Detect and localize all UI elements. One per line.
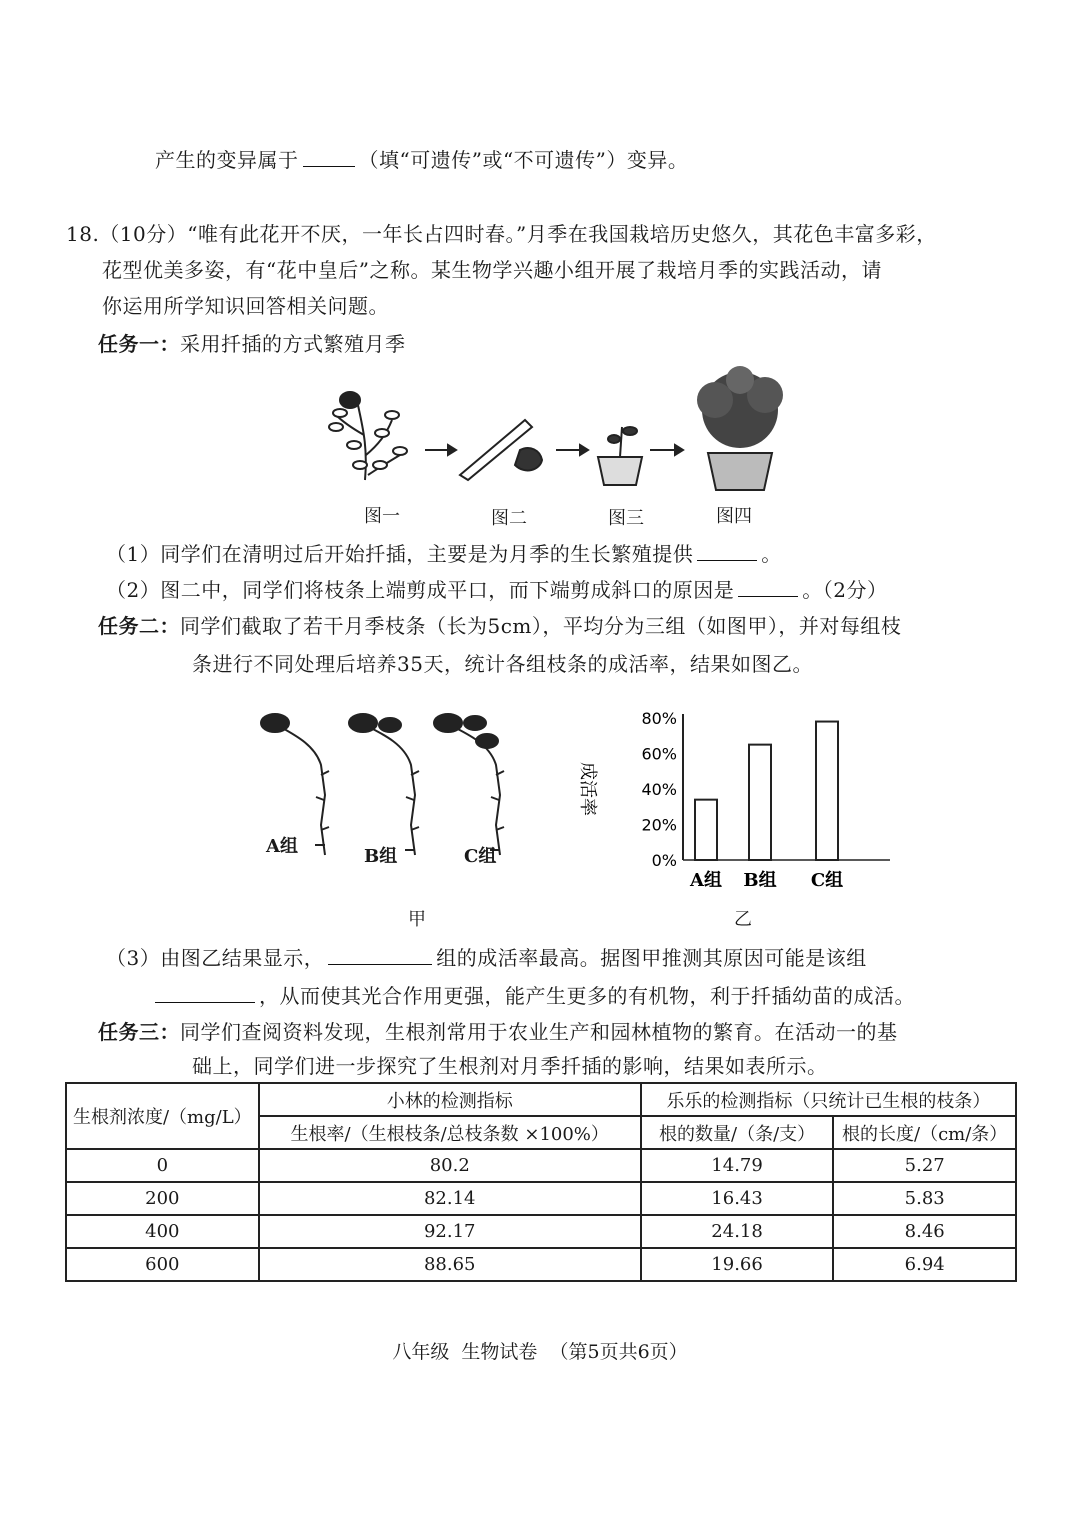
group-label-b: B组 [364,846,398,867]
answer-blank[interactable] [697,560,757,561]
prev-line-prefix: 产生的变异属于 [155,148,299,172]
task1-text: 采用扦插的方式繁殖月季 [180,332,406,356]
task3-title: 任务三： [98,1020,180,1044]
table-header-concentration: 生根剂浓度/（mg/L） [66,1083,259,1149]
x-tick-label: C组 [810,870,844,891]
rose-branch-drawing [329,392,407,480]
x-tick-label: A组 [690,870,722,891]
table-cell: 0 [66,1149,259,1182]
task1-question-1 [106,540,782,568]
table-subheader-rooting-rate: 生根率/（生根枝条/总枝条数 ×100%） [259,1116,641,1149]
figure-label-2: 图二 [491,508,527,529]
potted-cutting-drawing [598,427,642,485]
answer-blank[interactable] [303,166,355,167]
rooting-agent-table [65,1082,1017,1282]
q1-suffix: 。 [761,542,782,566]
arrow-icon [556,445,588,455]
answer-blank[interactable] [328,964,432,965]
task1-title: 任务一： [98,332,180,356]
table-cell: 92.17 [259,1215,641,1248]
table-cell: 8.46 [833,1215,1016,1248]
cut-stem-drawing [460,420,542,480]
bar-2 [749,745,771,860]
prev-line-suffix: （填“可遗传”或“不可遗传”）变异。 [358,148,689,172]
q3-middle: 组的成活率最高。据图甲推测其原因可能是该组 [436,946,867,970]
q18-intro-line-1 [66,220,937,248]
task1-heading [98,330,406,358]
bar-3 [816,722,838,860]
figure-label-4: 图四 [716,506,752,527]
table-subheader-root-count: 根的数量/（条/支） [641,1116,834,1149]
cutting-group-c [434,714,504,855]
y-tick-label: 80% [641,709,677,728]
q3-suffix: ，从而使其光合作用更强，能产生更多的有机物，利于扦插幼苗的成活。 [259,984,915,1008]
answer-blank[interactable] [738,596,798,597]
group-label-c: C组 [464,846,497,867]
arrow-icon [425,445,456,455]
table-row [66,1248,1016,1281]
task1-question-2 [106,576,887,604]
task3-line-2: 础上，同学们进一步探究了生根剂对月季扦插的影响，结果如表所示。 [192,1054,828,1078]
task2-question-3-line-1 [106,944,867,972]
figure-label-yi: 乙 [734,909,752,930]
q18-intro-line-2: 花型优美多姿，有“花中皇后”之称。某生物学兴趣小组开展了栽培月季的实践活动，请 [102,258,882,282]
bar-1 [695,800,717,860]
group-label-a: A组 [266,836,298,857]
page-footer: 八年级 生物试卷 （第5页共6页） [392,1341,688,1363]
table-row [66,1182,1016,1215]
table-cell: 200 [66,1182,259,1215]
task3-line-1 [98,1018,898,1046]
y-tick-label: 0% [651,851,677,870]
task2-line-2: 条进行不同处理后培养35天，统计各组枝条的成活率，结果如图乙。 [192,652,813,676]
q2-suffix: 。（2分） [802,578,888,602]
rose-bush-drawing [697,366,783,490]
table-cell: 80.2 [259,1149,641,1182]
q3-prefix: （3）由图乙结果显示， [106,946,325,970]
survival-rate-bar-chart [560,700,900,900]
table-cell: 14.79 [641,1149,834,1182]
figure-label-1: 图一 [364,506,400,527]
table-cell: 400 [66,1215,259,1248]
arrow-icon [650,445,683,455]
task3-text-1: 同学们查阅资料发现，生根剂常用于农业生产和园林植物的繁育。在活动一的基 [180,1020,898,1044]
previous-question-tail [155,146,688,174]
table-cell: 16.43 [641,1182,834,1215]
table-cell: 5.83 [833,1182,1016,1215]
table-row [66,1215,1016,1248]
y-tick-label: 40% [641,780,677,799]
table-row [66,1149,1016,1182]
task2-title: 任务二： [98,614,180,638]
table-cell: 82.14 [259,1182,641,1215]
y-tick-label: 60% [641,744,677,764]
q2-prefix: （2）图二中，同学们将枝条上端剪成平口，而下端剪成斜口的原因是 [106,578,735,602]
y-axis-label: 成活率 [577,762,598,816]
task2-text-1: 同学们截取了若干月季枝条（长为5cm），平均分为三组（如图甲），并对每组枝 [180,614,902,638]
table-cell: 24.18 [641,1215,834,1248]
task2-question-3-line-2 [155,982,915,1010]
figure-label-3: 图三 [608,508,644,529]
task2-line-1 [98,612,901,640]
table-cell: 600 [66,1248,259,1281]
table-subheader-root-length: 根的长度/（cm/条） [833,1116,1016,1149]
table-header-xiaolin: 小林的检测指标 [259,1083,641,1116]
table-cell: 6.94 [833,1248,1016,1281]
figure-label-jia: 甲 [408,909,426,930]
q18-intro-text-1: （10分）“唯有此花开不厌，一年长占四时春。”月季在我国栽培历史悠久，其花色丰富多彩， [99,222,937,246]
answer-blank[interactable] [155,1002,255,1003]
table-cell: 88.65 [259,1248,641,1281]
y-tick-label: 20% [641,815,677,835]
table-header-lele: 乐乐的检测指标（只统计已生根的枝条） [641,1083,1016,1116]
table-cell: 19.66 [641,1248,834,1281]
q18-intro-line-3: 你运用所学知识回答相关问题。 [102,294,389,318]
x-tick-label: B组 [743,870,777,891]
cutting-group-b [349,714,419,855]
q1-prefix: （1）同学们在清明过后开始扦插，主要是为月季的生长繁殖提供 [106,542,694,566]
question-number: 18. [66,222,100,246]
table-cell: 5.27 [833,1149,1016,1182]
